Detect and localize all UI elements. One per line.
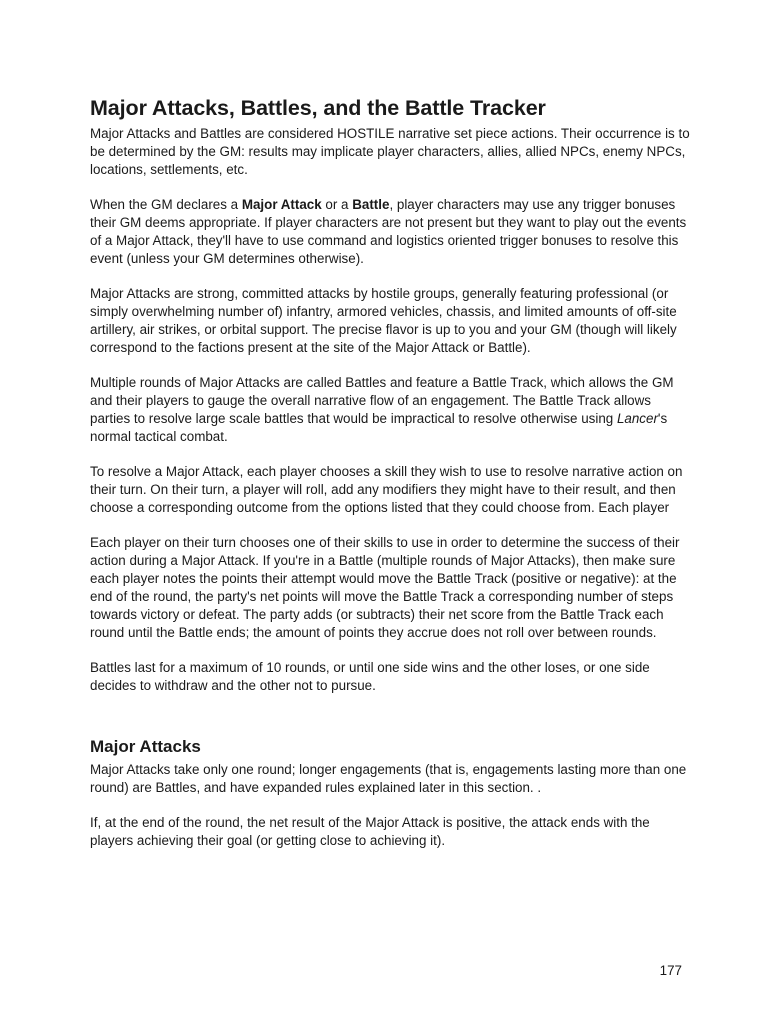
battle-length-paragraph: Battles last for a maximum of 10 rounds, or until one side wins and the other loses, or one side decides to withdraw and the other not to pursue. xyxy=(90,660,650,693)
page-number: 177 xyxy=(659,963,682,978)
major-attacks-description-paragraph: Major Attacks are strong, committed attacks by hostile groups, generally featuring professional (or simply overwhelming number of) infantry, armored vehicles, chassis, and limited amounts of off-site artillery, air strikes, or orbital support. The precise flavor is up to you and your GM (though will likely correspond to the factions present at the site of the Major Attack or Battle). xyxy=(90,286,677,355)
document-page xyxy=(90,94,690,867)
major-attack-term: Major Attack xyxy=(241,197,322,212)
turn-paragraph: Each player on their turn chooses one of their skills to use in order to determine the success of their action during a Major Attack. If you're in a Battle (multiple rounds of Major Attacks), then make sure each player notes the points their attempt would move the Battle Track (positive or negative): at the end of the round, the party's net points will move the Battle Track a corresponding number of steps towards victory or defeat. The party adds (or subtracts) their net score from the Battle Track each round until the Battle ends; the amount of points they accrue does not roll over between rounds. xyxy=(90,535,680,640)
lancer-title: Lancer xyxy=(616,411,658,426)
declaration-text-2: or a xyxy=(321,197,353,212)
declaration-text-3: , player characters may use any trigger bonuses their GM deems appropriate. If player characters are not present but they want to play out the events of a Major Attack, they'll have to use command and logistics oriented trigger bonuses to resolve this event (unless your GM determines otherwise). xyxy=(90,197,687,266)
main-heading: Major Attacks, Battles, and the Battle Tracker xyxy=(90,96,546,120)
battles-text-1: Multiple rounds of Major Attacks are called Battles and feature a Battle Track, which allows the GM and their players to gauge the overall narrative flow of an engagement. The Battle Track allows parties to resolve large scale battles that would be impractical to resolve otherwise using xyxy=(90,375,674,426)
battles-text-2: 's normal tactical combat. xyxy=(90,411,668,444)
declaration-text-1: When the GM declares a xyxy=(90,197,242,212)
battles-description-paragraph xyxy=(90,374,690,446)
one-round-paragraph: Major Attacks take only one round; longer engagements (that is, engagements lasting more than one round) are Battles, and have expanded rules explained later in this section. . xyxy=(90,762,687,795)
net-result-paragraph: If, at the end of the round, the net result of the Major Attack is positive, the attack ends with the players achieving their goal (or getting close to achieving it). xyxy=(90,815,650,848)
intro-paragraph: Major Attacks and Battles are considered HOSTILE narrative set piece actions. Their occurrence is to be determined by the GM: results may implicate player characters, allies, allied NPCs, enemy NPCs, locations, settlements, etc. xyxy=(90,126,690,177)
declaration-paragraph xyxy=(90,196,690,268)
battle-term: Battle xyxy=(352,197,390,212)
resolve-paragraph: To resolve a Major Attack, each player chooses a skill they wish to use to resolve narrative action on their turn. On their turn, a player will roll, add any modifiers they might have to their result, and then choose a corresponding outcome from the options listed that they could choose from. Each player xyxy=(90,464,683,515)
subheading-major-attacks: Major Attacks xyxy=(90,737,201,756)
